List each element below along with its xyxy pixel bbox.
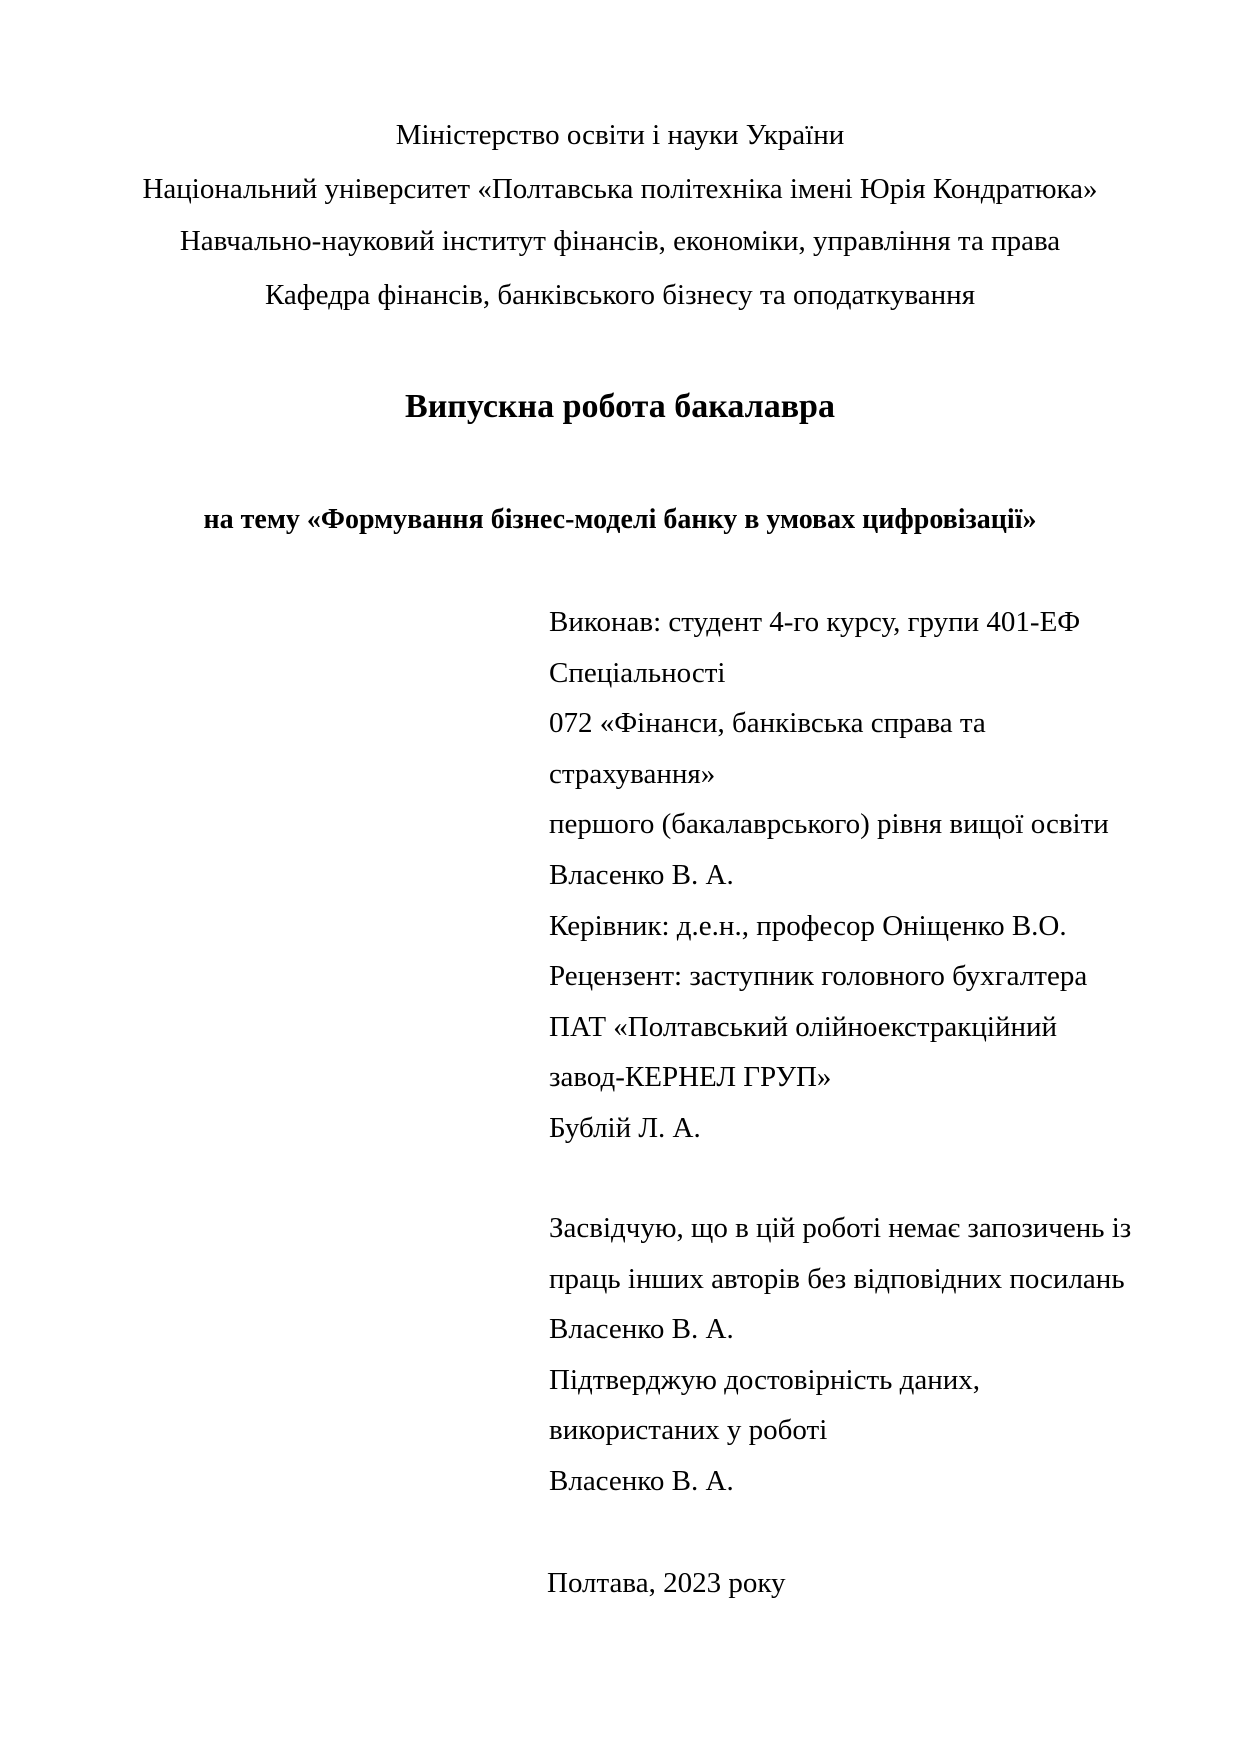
info-line: Рецензент: заступник головного бухгалтера <box>549 960 1088 993</box>
declaration-line: Підтверджую достовірність даних, <box>549 1363 981 1396</box>
declaration-line: Власенко В. А. <box>549 1464 734 1497</box>
university-line: Національний університет «Полтавська політехніка імені Юрія Кондратюка» <box>142 173 1098 205</box>
thesis-theme: на тему «Формування бізнес-моделі банку в умовах цифровізації» <box>203 504 1037 535</box>
ministry-line: Міністерство освіти і науки України <box>395 119 845 151</box>
info-line: Керівник: д.е.н., професор Оніщенко В.О. <box>549 909 1067 942</box>
declaration-line: праць інших авторів без відповідних посилань <box>549 1262 1125 1295</box>
info-line: Спеціальності <box>549 656 726 689</box>
document-title: Випускна робота бакалавра <box>405 388 835 425</box>
info-line: Виконав: студент 4-го курсу, групи 401-ЕФ <box>549 606 1081 638</box>
info-line: 072 «Фінанси, банківська справа та <box>549 707 986 740</box>
info-line: завод-КЕРНЕЛ ГРУП» <box>549 1061 832 1094</box>
info-line: страхування» <box>549 757 716 790</box>
declaration-line: Власенко В. А. <box>549 1313 734 1346</box>
declaration-line: використаних у роботі <box>549 1414 828 1447</box>
declaration-block <box>549 1203 1131 1507</box>
author-info-block <box>549 597 1109 1154</box>
declaration-line: Засвідчую, що в цій роботі немає запозичень із <box>549 1212 1132 1244</box>
info-line: Власенко В. А. <box>549 858 734 891</box>
department-line: Кафедра фінансів, банківського бізнесу та оподаткування <box>264 279 976 311</box>
institute-line: Навчально-науковий інститут фінансів, економіки, управління та права <box>179 225 1061 257</box>
info-line: Бублій Л. А. <box>549 1111 701 1144</box>
place-year: Полтава, 2023 року <box>547 1567 786 1599</box>
info-line: ПАТ «Полтавський олійноекстракційний <box>549 1010 1058 1043</box>
info-line: першого (бакалаврського) рівня вищої освіти <box>549 808 1109 841</box>
